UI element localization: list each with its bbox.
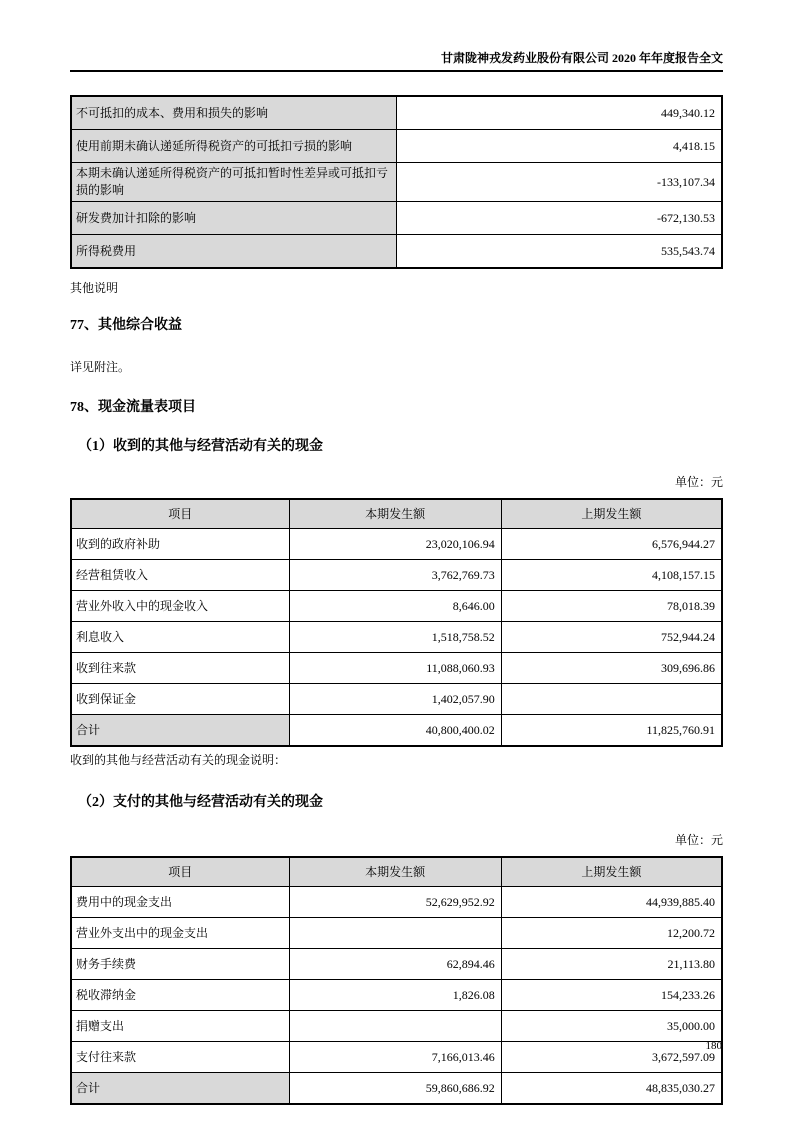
table-row [71, 202, 722, 235]
row-previous-value: 6,576,944.27 [501, 529, 722, 560]
row-current-value: 11,088,060.93 [289, 653, 501, 684]
table-total-row [71, 715, 722, 747]
table-row [71, 653, 722, 684]
table-row [71, 622, 722, 653]
table-header-row [71, 857, 722, 887]
section-78-title: 78、现金流量表项目 [70, 400, 196, 415]
row-label: 财务手续费 [71, 949, 289, 980]
column-header-current: 本期发生额 [289, 499, 501, 529]
row-label: 营业外收入中的现金收入 [71, 591, 289, 622]
row-current-value [289, 1011, 501, 1042]
other-note-label: 其他说明 [70, 281, 119, 295]
row-label: 收到往来款 [71, 653, 289, 684]
unit-label: 单位：元 [674, 475, 723, 489]
page-number: 180 [705, 1040, 722, 1052]
total-previous-value: 48,835,030.27 [501, 1073, 722, 1105]
received-cash-subtitle: （1）收到的其他与经营活动有关的现金 [78, 439, 323, 454]
row-current-value: 3,762,769.73 [289, 560, 501, 591]
row-label: 使用前期未确认递延所得税资产的可抵扣亏损的影响 [71, 130, 397, 163]
row-label: 研发费加计扣除的影响 [71, 202, 397, 235]
total-label: 合计 [71, 1073, 289, 1105]
table-header-row [71, 499, 722, 529]
row-current-value: 1,402,057.90 [289, 684, 501, 715]
row-label: 收到的政府补助 [71, 529, 289, 560]
table-total-row [71, 1073, 722, 1105]
document-header-title: 甘肃陇神戎发药业股份有限公司 2020 年年度报告全文 [70, 0, 723, 72]
row-previous-value: 309,696.86 [501, 653, 722, 684]
column-header-previous: 上期发生额 [501, 499, 722, 529]
row-previous-value: 44,939,885.40 [501, 887, 722, 918]
total-current-value: 59,860,686.92 [289, 1073, 501, 1105]
table-row [71, 130, 722, 163]
received-cash-note: 收到的其他与经营活动有关的现金说明： [70, 753, 287, 767]
row-previous-value: 154,233.26 [501, 980, 722, 1011]
row-value: 4,418.15 [397, 130, 723, 163]
table-row [71, 949, 722, 980]
section-77-title: 77、其他综合收益 [70, 318, 182, 333]
column-header-item: 项目 [71, 857, 289, 887]
received-cash-table [70, 498, 723, 747]
unit-label: 单位：元 [674, 833, 723, 847]
row-label: 支付往来款 [71, 1042, 289, 1073]
income-tax-effects-table [70, 95, 723, 269]
row-value: -672,130.53 [397, 202, 723, 235]
table-row [71, 980, 722, 1011]
row-label: 税收滞纳金 [71, 980, 289, 1011]
row-label: 费用中的现金支出 [71, 887, 289, 918]
row-label: 捐赠支出 [71, 1011, 289, 1042]
row-previous-value: 752,944.24 [501, 622, 722, 653]
row-previous-value: 78,018.39 [501, 591, 722, 622]
column-header-item: 项目 [71, 499, 289, 529]
row-current-value: 23,020,106.94 [289, 529, 501, 560]
row-previous-value: 3,672,597.09 [501, 1042, 722, 1073]
row-label: 营业外支出中的现金支出 [71, 918, 289, 949]
row-label: 收到保证金 [71, 684, 289, 715]
table-row [71, 96, 722, 130]
row-current-value: 62,894.46 [289, 949, 501, 980]
table-row [71, 529, 722, 560]
table-row [71, 684, 722, 715]
row-label: 利息收入 [71, 622, 289, 653]
table-row [71, 560, 722, 591]
row-current-value: 1,826.08 [289, 980, 501, 1011]
row-previous-value: 12,200.72 [501, 918, 722, 949]
row-previous-value: 4,108,157.15 [501, 560, 722, 591]
table-row [71, 591, 722, 622]
row-previous-value: 35,000.00 [501, 1011, 722, 1042]
row-previous-value: 21,113.80 [501, 949, 722, 980]
row-current-value: 52,629,952.92 [289, 887, 501, 918]
row-label: 所得税费用 [71, 235, 397, 269]
row-current-value: 7,166,013.46 [289, 1042, 501, 1073]
table-row [71, 1011, 722, 1042]
row-label: 本期未确认递延所得税资产的可抵扣暂时性差异或可抵扣亏损的影响 [71, 163, 397, 202]
paid-cash-table [70, 856, 723, 1105]
row-current-value: 1,518,758.52 [289, 622, 501, 653]
total-label: 合计 [71, 715, 289, 747]
table-row [71, 918, 722, 949]
column-header-previous: 上期发生额 [501, 857, 722, 887]
table-row [71, 235, 722, 269]
paid-cash-subtitle: （2）支付的其他与经营活动有关的现金 [78, 795, 323, 810]
row-current-value: 8,646.00 [289, 591, 501, 622]
row-label: 不可抵扣的成本、费用和损失的影响 [71, 96, 397, 130]
row-value: 449,340.12 [397, 96, 723, 130]
total-previous-value: 11,825,760.91 [501, 715, 722, 747]
table-row [71, 887, 722, 918]
page-content [70, 0, 723, 1105]
row-value: 535,543.74 [397, 235, 723, 269]
table-row [71, 163, 722, 202]
row-value: -133,107.34 [397, 163, 723, 202]
row-current-value [289, 918, 501, 949]
section-77-body: 详见附注。 [70, 360, 131, 374]
total-current-value: 40,800,400.02 [289, 715, 501, 747]
row-label: 经营租赁收入 [71, 560, 289, 591]
column-header-current: 本期发生额 [289, 857, 501, 887]
table-row [71, 1042, 722, 1073]
row-previous-value [501, 684, 722, 715]
